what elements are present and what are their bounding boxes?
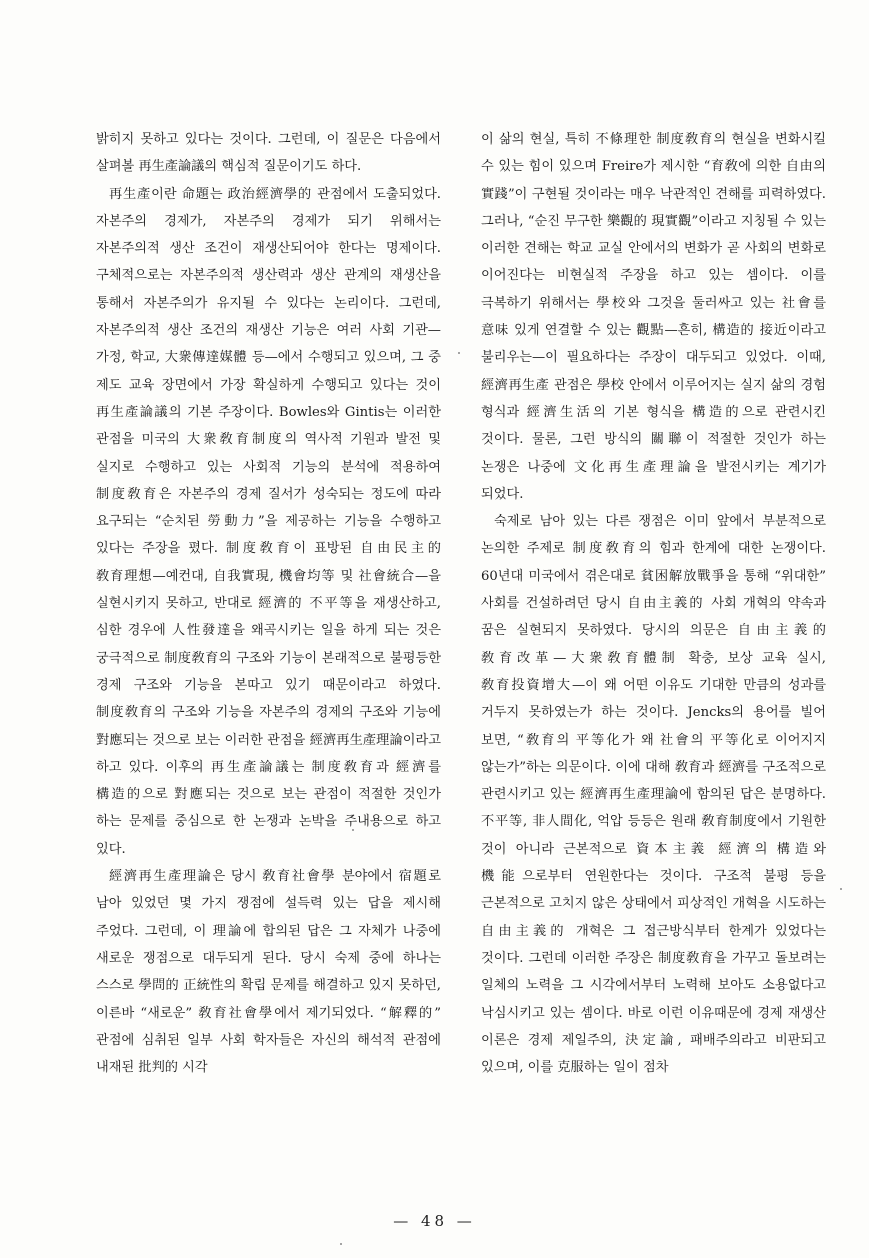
left-paragraph-1: 밝히지 못하고 있다는 것이다. 그런데, 이 질문은 다음에서 살펴볼 再生產論議의 핵심적 질문이기도 하다. [96,132,441,175]
scan-speck [458,352,460,354]
right-paragraph-2: 숙제로 남아 있는 다른 쟁점은 이미 앞에서 부분적으로 논의한 주제로 制度敎育의 힘과 한계에 대한 논쟁이다. 60년대 미국에서 겪은대로 貧困解放戰爭을 통해 “위대한” 사회를 건설하려던 당시 自由主義的 사회 개혁의 약속과 꿈은 실현되지 못하였다. 당시의 의문은 自由主義的 敎育改革—大衆敎育體制 확충, 보상 교육 실시, 敎育投資增大—이 왜 어떤 이유도 기대한 만큼의 성과를 거두지 못하였는가 하는 것이다. Jencks의 용어를 빌어 보면, “敎育의 平等化가 왜 社會의 平等化로 이어지지 않는가”하는 의문이다. 이에 대해 敎育과 經濟를 구조적으로 관련시키고 있는 經濟再生產理論에 함의된 답은 분명하다. 不平等, 非人間化, 억압 등등은 원래 敎育制度에서 기원한 것이 아니라 근본적으로 資本主義 經濟의 構造와 機能으로부터 연원한다는 것이다. 구조적 불평 등을 근본적으로 고치지 않은 상태에서 피상적인 개혁을 시도하는 自由主義的 개혁은 그 접근방식부터 한계가 있었다는 것이다. 그런데 이러한 주장은 制度敎育을 가꾸고 돌보려는 일체의 노력을 그 시각에서부터 노력해 보아도 소용없다고 낙심시키고 있는 셈이다. 바로 이런 이유때문에 경제 재생산 이론은 경제 제일주의, 決定論, 패배주의라고 비판되고 있으며, 이를 克服하는 일이 점차 [481,514,826,1076]
left-paragraph-3: 經濟再生產理論은 당시 敎育社會學 분야에서 宿題로 남아 있었던 몇 가지 쟁점에 설득력 있는 답을 제시해 주었다. 그런데, 이 理論에 합의된 답은 그 자체가 나중에 새로운 쟁점으로 대두되게 된다. 당시 숙제 중에 하나는 스스로 學問的 正統性의 확립 문제를 해결하고 있지 못하던, 이른바 “새로운” 敎育社會學에서 제기되었다. “解釋的” 관점에 심취된 일부 사회 학자들은 자신의 해석적 관점에 내재된 批判的 시각 [96,869,441,1076]
left-text-column [96,126,441,1216]
right-paragraph-1: 이 삶의 현실, 특히 不條理한 制度敎育의 현실을 변화시킬 수 있는 힘이 있으며 Freire가 제시한 “育敎에 의한 自由의 實踐”이 구현될 것이라는 매우 낙관적인 견해를 피력하였다. 그러나, “순진 무구한 樂觀的 現實觀”이라고 지칭될 수 있는 이러한 견해는 학교 교실 안에서의 변화가 곧 사회의 변화로 이어진다는 비현실적 주장을 하고 있는 셈이다. 이를 극복하기 위해서는 學校와 그것을 둘러싸고 있는 社會를 意味 있게 연결할 수 있는 觀點—흔히, 構造的 接近이라고 불리우는—이 필요하다는 주장이 대두되고 있었다. 이때, 經濟再生產 관점은 學校 안에서 이루어지는 실지 삶의 경험 형식과 經濟生活의 기본 형식을 構造的으로 관련시킨 것이다. 물론, 그런 방식의 關聯이 적절한 것인가 하는 논쟁은 나중에 文化再生產理論을 발전시키는 계기가 되었다. [481,132,826,502]
scan-speck [352,829,354,831]
scan-speck [340,1243,342,1245]
page-number: — 48 — [393,1212,476,1230]
scan-speck [840,888,842,890]
left-paragraph-2: 再生產이란 命題는 政治經濟學的 관점에서 도출되었다. 자본주의 경제가, 자본주의 경제가 되기 위해서는 자본주의적 생산 조건이 재생산되어야 한다는 명제이다. 구체적으로는 자본주의적 생산력과 생산 관계의 재생산을 통해서 자본주의가 유지될 수 있다는 논리이다. 그런데, 자본주의적 생산 조건의 재생산 기능은 여러 사회 기관—가정, 학교, 大衆傳達媒體 등—에서 수행되고 있으며, 그 중 제도 교육 장면에서 가장 확실하게 수행되고 있다는 것이 再生產論議의 기본 주장이다. Bowles와 Gintis는 이러한 관점을 미국의 大衆敎育制度의 역사적 기원과 발전 및 실지로 수행하고 있는 사회적 기능의 분석에 적용하여 制度敎育은 자본주의 경제 질서가 성숙되는 정도에 따라 요구되는 “순치된 勞動力”을 제공하는 기능을 수행하고 있다는 주장을 폈다. 制度敎育이 표방된 自由民主的 敎育理想—예컨대, 自我實現, 機會均等 및 社會統合—을 실현시키지 못하고, 반대로 經濟的 不平等을 재생산하고, 심한 경우에 人性發達을 왜곡시키는 일을 하게 되는 것은 궁극적으로 制度敎育의 구조와 기능이 본래적으로 불평등한 경제 구조와 기능을 본따고 있기 때문이라고 하였다. 制度敎育의 구조와 기능을 자본주의 경제의 구조와 기능에 對應되는 것으로 보는 이러한 관점을 經濟再生產理論이라고 하고 있다. 이후의 再生產論議는 制度敎育과 經濟를 構造的으로 對應되는 것으로 보는 관점이 적절한 것인가 하는 문제를 중심으로 한 논쟁과 논박을 주내용으로 하고 있다. [96,186,441,857]
right-text-column [481,126,826,1216]
